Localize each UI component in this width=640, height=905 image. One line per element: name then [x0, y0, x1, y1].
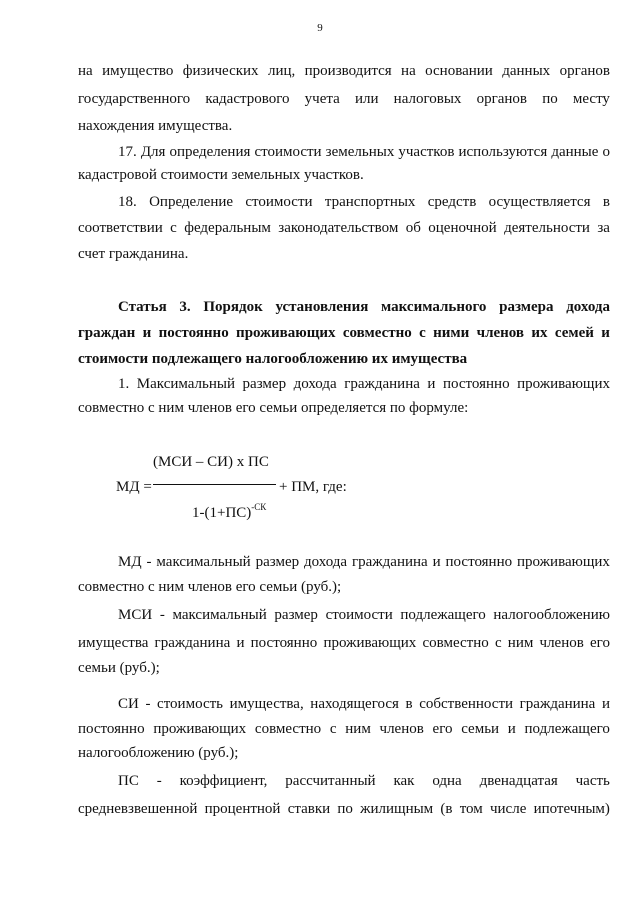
- word: рассчитанный: [285, 773, 376, 789]
- word: 1.: [118, 376, 130, 392]
- word: физических: [182, 63, 259, 79]
- word: по: [542, 91, 558, 107]
- word: имущества,: [229, 696, 304, 712]
- word: 18.: [118, 194, 137, 210]
- word: процентной: [204, 801, 281, 817]
- word: МД: [118, 554, 142, 570]
- word: федеральным: [184, 220, 271, 236]
- word: средств: [427, 194, 477, 210]
- word: и: [236, 635, 245, 651]
- formula-numerator: (МСИ – СИ) х ПС: [153, 454, 269, 470]
- word: используются: [458, 144, 548, 160]
- word: -: [145, 696, 151, 712]
- text-line: [78, 720, 610, 738]
- word: максимального: [381, 299, 487, 315]
- word: об: [405, 220, 421, 236]
- word: законодательством: [278, 220, 399, 236]
- word: и: [427, 376, 436, 392]
- formula-rhs: + ПМ, где:: [279, 479, 347, 495]
- word: соответствии: [78, 220, 163, 236]
- text-line: совместно с ним членов его семьи (руб.);: [78, 579, 342, 595]
- word: имущество: [102, 63, 174, 79]
- word: и: [142, 325, 152, 341]
- text-line: [118, 772, 610, 790]
- word: двенадцатая: [479, 773, 558, 789]
- word: Определение: [149, 194, 234, 210]
- word: имущества: [78, 635, 149, 651]
- word: ипотечным): [533, 801, 610, 817]
- word: о: [602, 144, 610, 160]
- word: проживающих: [323, 635, 417, 651]
- fraction-bar: [153, 484, 276, 485]
- word: стоимости: [325, 607, 393, 623]
- formula-lhs: МД =: [116, 479, 152, 495]
- word: ним: [507, 635, 534, 651]
- word: размер: [274, 607, 318, 623]
- word: налогообложению: [493, 607, 610, 623]
- word: 17.: [118, 144, 137, 160]
- word: деятельности: [504, 220, 590, 236]
- word: и: [432, 554, 441, 570]
- word: числе: [489, 801, 527, 817]
- word: Для: [140, 144, 166, 160]
- word: налоговых: [393, 91, 462, 107]
- word: с: [170, 220, 177, 236]
- word: или: [354, 91, 379, 107]
- text-line: [78, 634, 610, 652]
- text-line: [78, 62, 610, 80]
- text-line: кадастровой стоимости земельных участков.: [78, 167, 364, 183]
- word: (в: [440, 801, 453, 817]
- text-line: нахождения имущества.: [78, 118, 233, 134]
- word: членов: [379, 721, 424, 737]
- word: постоянно: [78, 721, 145, 737]
- word: собственности: [419, 696, 514, 712]
- word: учета: [304, 91, 340, 107]
- word: размера: [499, 299, 554, 315]
- word: и: [601, 696, 610, 712]
- word: с: [494, 635, 502, 651]
- word: Максимальный: [136, 376, 236, 392]
- word: в: [602, 194, 610, 210]
- word: СИ: [118, 696, 139, 712]
- word: совместно: [422, 635, 489, 651]
- word: жилищным: [360, 801, 434, 817]
- text-line: [118, 143, 610, 161]
- word: и: [601, 325, 610, 341]
- word: ПС: [118, 773, 139, 789]
- word: размер: [242, 376, 287, 392]
- word: проживающих: [517, 554, 610, 570]
- word: органов: [559, 63, 610, 79]
- word: одна: [432, 773, 462, 789]
- text-line: совместно с ним членов его семьи определяется по формуле:: [78, 400, 469, 416]
- word: проживающих: [153, 721, 247, 737]
- word: основании: [425, 63, 493, 79]
- word: постоянно: [442, 376, 510, 392]
- word: ним: [345, 721, 371, 737]
- word: семьи: [461, 721, 500, 737]
- text-line: [78, 219, 610, 237]
- word: органов: [476, 91, 528, 107]
- word: семей: [554, 325, 594, 341]
- word: совместно: [342, 325, 412, 341]
- text-line: [118, 695, 610, 713]
- word: его: [432, 721, 453, 737]
- word: -: [146, 554, 152, 570]
- word: его: [590, 635, 610, 651]
- word: на: [78, 63, 93, 79]
- word: и: [507, 721, 516, 737]
- word: проживающих: [236, 325, 336, 341]
- word: Статья: [118, 299, 167, 315]
- article-title-line: [118, 298, 610, 316]
- text-line: [118, 193, 610, 211]
- word: как: [393, 773, 415, 789]
- word: оценочной: [428, 220, 497, 236]
- word: 3.: [179, 299, 191, 315]
- text-line: [118, 553, 610, 571]
- word: установления: [275, 299, 369, 315]
- word: ними: [433, 325, 470, 341]
- text-line: [118, 606, 610, 624]
- word: часть: [575, 773, 610, 789]
- word: лиц,: [267, 63, 296, 79]
- word: проживающих: [517, 376, 610, 392]
- word: участков: [398, 144, 455, 160]
- word: постоянно: [250, 635, 318, 651]
- word: средневзвешенной: [78, 801, 198, 817]
- word: -: [159, 607, 165, 623]
- page-number: 9: [317, 22, 323, 34]
- word: в: [405, 696, 413, 712]
- word: находящегося: [310, 696, 399, 712]
- text-line: [78, 800, 610, 818]
- word: подлежащего: [524, 721, 610, 737]
- word: стоимости: [245, 194, 313, 210]
- word: членов: [539, 635, 584, 651]
- word: постоянно: [445, 554, 513, 570]
- word: с: [329, 721, 337, 737]
- word: за: [597, 220, 610, 236]
- word: коэффициент,: [179, 773, 268, 789]
- word: дохода: [304, 554, 348, 570]
- word: гражданина: [351, 554, 428, 570]
- text-line: счет гражданина.: [78, 246, 189, 262]
- formula-denominator: [192, 504, 332, 523]
- word: совместно: [254, 721, 322, 737]
- word: месту: [572, 91, 610, 107]
- text-line: [78, 90, 610, 108]
- exponent: -СК: [251, 502, 267, 512]
- word: данных: [502, 63, 551, 79]
- word: -: [156, 773, 162, 789]
- word: с: [419, 325, 426, 341]
- word: дохода: [293, 376, 337, 392]
- word: гражданина: [519, 696, 596, 712]
- word: данные: [551, 144, 599, 160]
- word: государственного: [78, 91, 191, 107]
- word: производится: [304, 63, 392, 79]
- word: гражданина: [344, 376, 420, 392]
- word: на: [401, 63, 416, 79]
- word: по: [337, 801, 353, 817]
- word: членов: [476, 325, 525, 341]
- word: осуществляется: [488, 194, 591, 210]
- word: транспортных: [324, 194, 416, 210]
- word: кадастрового: [205, 91, 290, 107]
- word: определения: [169, 144, 251, 160]
- word: постоянно: [158, 325, 229, 341]
- article-title-line: стоимости подлежащего налогообложению их имущества: [78, 351, 468, 367]
- word: МСИ: [118, 607, 153, 623]
- word: дохода: [566, 299, 610, 315]
- word: подлежащего: [400, 607, 486, 623]
- word: ставки: [287, 801, 331, 817]
- word: земельных: [325, 144, 395, 160]
- article-title-line: [78, 324, 610, 342]
- word: стоимости: [254, 144, 322, 160]
- word: том: [459, 801, 483, 817]
- word: стоимость: [157, 696, 223, 712]
- word: Порядок: [203, 299, 263, 315]
- word: максимальный: [156, 554, 251, 570]
- text-line: семьи (руб.);: [78, 660, 160, 676]
- text-line: налогообложению (руб.);: [78, 745, 239, 761]
- denominator-text: 1-(1+ПС): [192, 505, 252, 521]
- word: граждан: [78, 325, 136, 341]
- word: гражданина: [154, 635, 231, 651]
- word: их: [531, 325, 548, 341]
- text-line: [118, 375, 610, 393]
- word: максимальный: [172, 607, 267, 623]
- word: размер: [255, 554, 300, 570]
